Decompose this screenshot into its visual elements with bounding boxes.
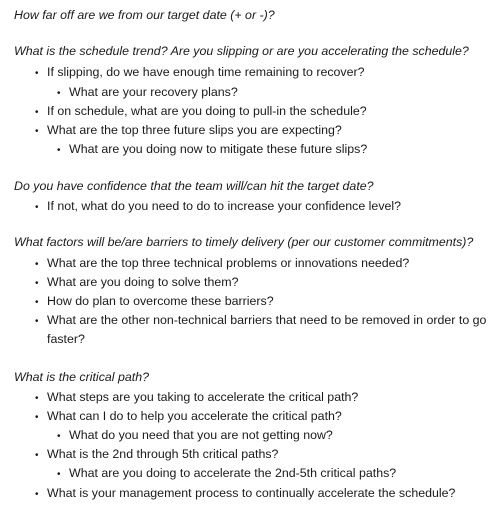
question-target-date: How far off are we from our target date (+ or -)? [14,8,275,22]
bullet-icon: • [57,469,61,480]
sub-bullet-item: • What do you need that you are not getting now? [57,427,69,445]
bullet-item: • What are the top three future slips you are expecting? [35,122,47,140]
question-barriers: What factors will be/are barriers to timely delivery (per our customer commitments)? [14,235,474,249]
bullet-icon: • [57,88,61,99]
bullet-item-continuation: faster? [47,332,85,346]
bullet-item: • What is the 2nd through 5th critical paths? [35,446,47,464]
sub-bullet-item: • What are your recovery plans? [57,84,69,102]
bullet-icon: • [35,412,39,423]
bullet-item: • If not, what do you need to do to increase your confidence level? [35,198,47,216]
bullet-item: • What are the other non-technical barriers that need to be removed in order to go [35,312,47,330]
bullet-item: • If slipping, do we have enough time remaining to recover? [35,64,47,82]
bullet-item: • What are you doing to solve them? [35,274,47,292]
bullet-icon: • [57,145,61,156]
bullet-icon: • [57,431,61,442]
question-confidence: Do you have confidence that the team will/can hit the target date? [14,179,374,193]
question-critical-path: What is the critical path? [14,370,149,384]
bullet-item: • What can I do to help you accelerate the critical path? [35,408,47,426]
bullet-item: • What is your management process to continually accelerate the schedule? [35,485,47,503]
bullet-icon: • [35,393,39,404]
bullet-item: • If on schedule, what are you doing to pull-in the schedule? [35,103,47,121]
bullet-icon: • [35,450,39,461]
sub-bullet-item: • What are you doing now to mitigate these future slips? [57,141,69,159]
bullet-icon: • [35,68,39,79]
bullet-icon: • [35,126,39,137]
bullet-icon: • [35,278,39,289]
bullet-icon: • [35,297,39,308]
bullet-icon: • [35,316,39,327]
bullet-icon: • [35,489,39,500]
bullet-icon: • [35,107,39,118]
bullet-item: • What steps are you taking to accelerate the critical path? [35,389,47,407]
bullet-icon: • [35,202,39,213]
sub-bullet-item: • What are you doing to accelerate the 2nd-5th critical paths? [57,465,69,483]
bullet-icon: • [35,259,39,270]
bullet-item: • How do plan to overcome these barriers? [35,293,47,311]
bullet-item: • What are the top three technical problems or innovations needed? [35,255,47,273]
question-schedule-trend: What is the schedule trend? Are you slipping or are you accelerating the schedule? [14,44,469,58]
